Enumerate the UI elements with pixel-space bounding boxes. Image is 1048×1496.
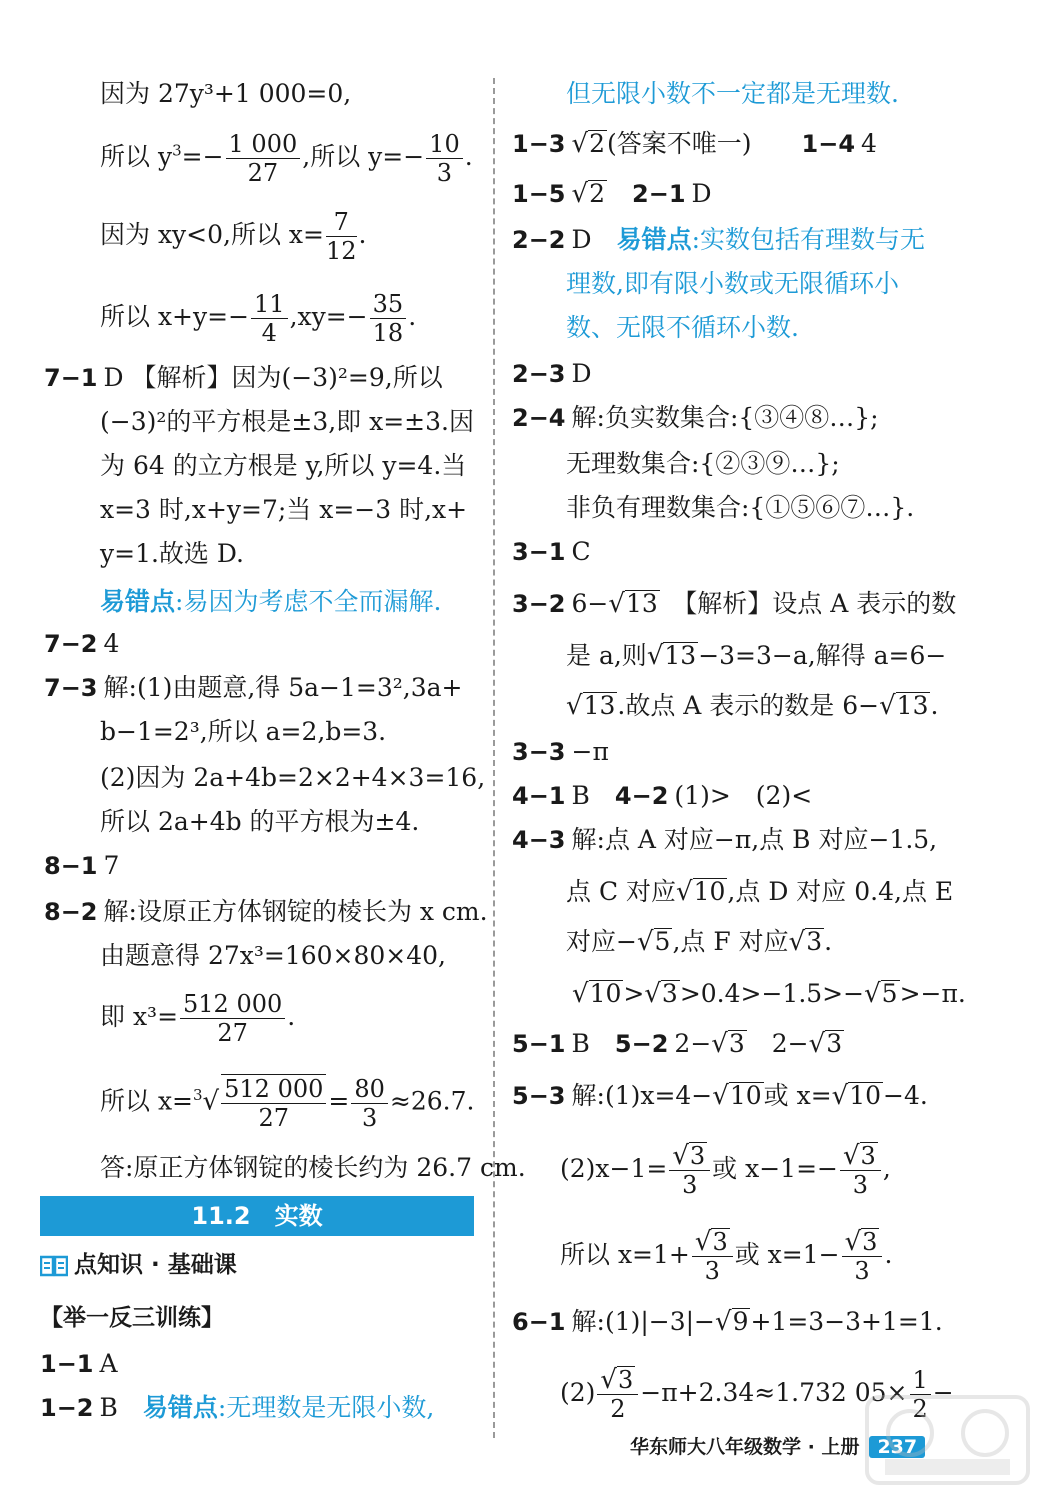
q-7-1-error-tip: 易错点:易因为考虑不全而漏解.	[100, 587, 442, 616]
q-2-4-line-2: 无理数集合:{②③⑨…};	[566, 449, 840, 478]
q-7-3-line-2: b−1=2³,所以 a=2,b=3.	[100, 717, 387, 746]
q-3-2-line-2: 是 a,则√13−3=3−a,解得 a=6−	[566, 641, 947, 671]
q-1-5-and-2-1: 1−5 √2 2−1 D	[512, 179, 712, 209]
book-icon	[40, 1254, 68, 1278]
q-3-3: 3−3 −π	[512, 737, 609, 766]
subsection-heading: 点知识 · 基础课	[40, 1250, 237, 1280]
q-8-2-line-4: 所以 x=$^3$√ $\frac{512 000}{27}$ = $\frac{80}{3}$ ≈26.7.	[100, 1074, 475, 1132]
q-3-2: 3−2 6−√13 【解析】设点 A 表示的数	[512, 589, 957, 619]
q-3-1: 3−1 C	[512, 537, 591, 566]
q-4-3: 4−3 解:点 A 对应−π,点 B 对应−1.5,	[512, 825, 938, 854]
left-line-4: 所以 x+y=− $\frac{11}{4}$ ,xy=− $\frac{35}{18}$ .	[100, 290, 417, 347]
q-1-1: 1−1 A	[40, 1349, 118, 1378]
book-title: 华东师大八年级数学 · 上册	[630, 1436, 860, 1458]
left-line-2: 所以 $y^3=-$ $\frac{1 000}{27}$ ,所以 y=− $\frac{10}{3}$ .	[100, 130, 473, 187]
q-1-2-tip-cont: 但无限小数不一定都是无理数.	[566, 79, 899, 108]
q-7-3-line-4: 所以 2a+4b 的平方根为±4.	[100, 807, 420, 836]
q-2-4: 2−4 解:负实数集合:{③④⑧…};	[512, 403, 879, 432]
q-7-3-line-3: (2)因为 2a+4b=2×2+4×3=16,	[100, 763, 486, 792]
q-7-1-line-5: y=1.故选 D.	[100, 539, 244, 568]
q-4-3-line-4: √10>√3>0.4>−1.5>−√5>−π.	[572, 979, 966, 1009]
left-line-1: 因为 27y³+1 000=0,	[100, 79, 352, 108]
q-8-2: 8−2 解:设原正方体钢锭的棱长为 x cm.	[44, 897, 488, 926]
q-8-2-line-2: 由题意得 27x³=160×80×40,	[100, 941, 447, 970]
q-7-1-line-4: x=3 时,x+y=7;当 x=−3 时,x+	[100, 495, 468, 524]
q-7-2: 7−2 4	[44, 629, 120, 658]
q-1-2: 1−2 B 易错点:无理数是无限小数,	[40, 1393, 435, 1422]
training-heading: 【举一反三训练】	[40, 1305, 224, 1331]
q-5-3-line-3: 所以 x=1+ $\frac{√3}{3}$ 或 x=1− $\frac{√3}{3}$ .	[560, 1227, 893, 1285]
q-5-3: 5−3 解:(1)x=4−√10或 x=√10−4.	[512, 1081, 928, 1111]
q-7-1-line-3: 为 64 的立方根是 y,所以 y=4.当	[100, 451, 467, 480]
q-5-3-line-2: (2)x−1= $\frac{√3}{3}$ 或 x−1=− $\frac{√3}{3}$ ,	[560, 1141, 891, 1199]
watermark-logo	[865, 1395, 1030, 1485]
q-6-1: 6−1 解:(1)|−3|−√9+1=3−3+1=1.	[512, 1307, 943, 1337]
q-2-3: 2−3 D	[512, 359, 592, 388]
q-8-2-answer: 答:原正方体钢锭的棱长约为 26.7 cm.	[100, 1153, 526, 1182]
q-4-3-line-3: 对应−√5,点 F 对应√3.	[566, 927, 833, 957]
q-7-1-line-2: (−3)²的平方根是±3,即 x=±3.因	[100, 407, 474, 436]
q-4-3-line-2: 点 C 对应√10,点 D 对应 0.4,点 E	[566, 877, 954, 907]
q-2-2-tip-line-2: 理数,即有限小数或无限循环小	[566, 269, 899, 298]
left-line-3: 因为 xy<0,所以 x= $\frac{7}{12}$ .	[100, 208, 367, 265]
q-5-1-and-5-2: 5−1 B 5−2 2−√3 2−√3	[512, 1029, 843, 1059]
q-4-1-and-4-2: 4−1 B 4−2 (1)> (2)<	[512, 781, 813, 810]
q-8-2-line-3: 即 x³= $\frac{512 000}{27}$ .	[100, 990, 296, 1047]
page-number: 237	[869, 1436, 925, 1458]
column-divider	[493, 78, 495, 1438]
q-7-1: 7−1 D 【解析】因为(−3)²=9,所以	[44, 363, 443, 392]
q-2-4-line-3: 非负有理数集合:{①⑤⑥⑦…}.	[566, 493, 915, 522]
q-2-2-tip-line-3: 数、无限不循环小数.	[566, 313, 799, 342]
q-6-1-line-2: (2) $\frac{√3}{2}$ −π+2.34≈1.732 05× $\frac{1}{2}$ −	[560, 1365, 954, 1423]
q-3-2-line-3: √13.故点 A 表示的数是 6−√13.	[566, 691, 939, 721]
q-1-3-and-1-4: 1−3 √2(答案不唯一) 1−4 4	[512, 129, 877, 159]
q-8-1: 8−1 7	[44, 851, 120, 880]
q-2-2: 2−2 D 易错点:实数包括有理数与无	[512, 225, 926, 254]
section-title-bar: 11.2 实数	[40, 1196, 474, 1236]
q-7-3: 7−3 解:(1)由题意,得 5a−1=3²,3a+	[44, 673, 463, 702]
